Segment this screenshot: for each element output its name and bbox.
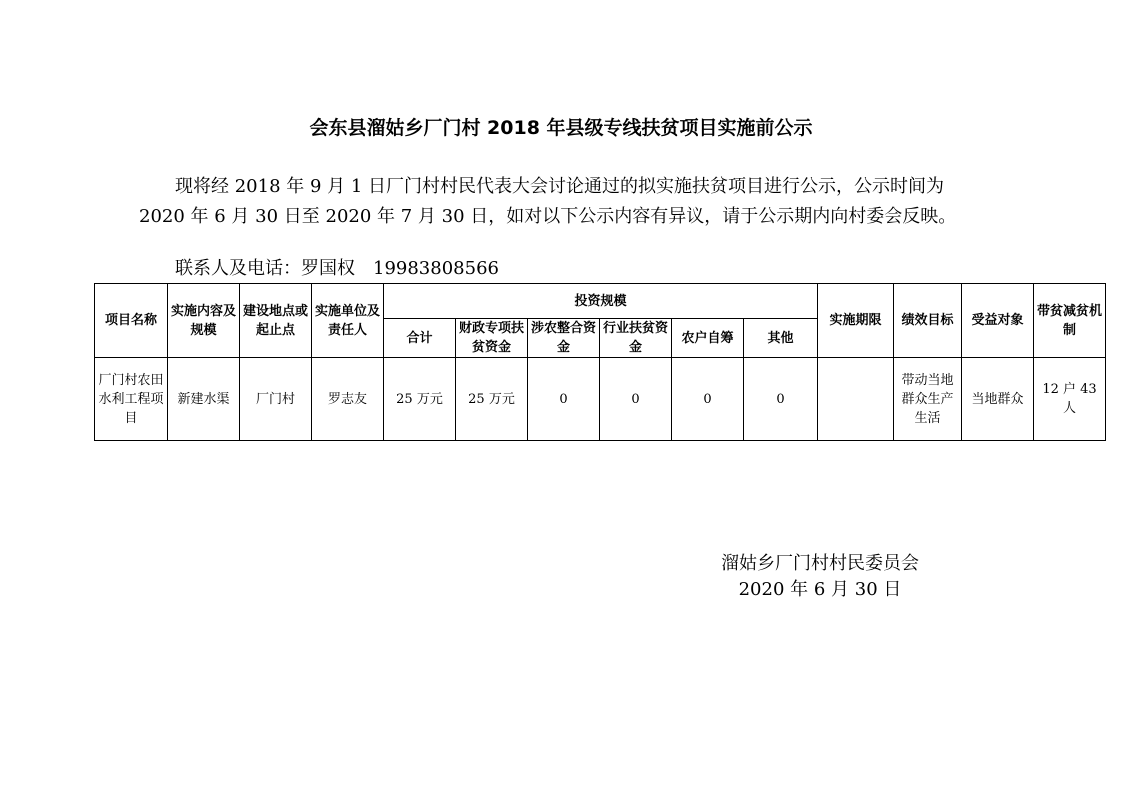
- cell-inv-agri: 0: [528, 358, 600, 441]
- cell-inv-total: 25 万元: [384, 358, 456, 441]
- header-investment: 投资规模: [384, 284, 818, 319]
- contact-label: 联系人及电话：罗国权: [175, 258, 355, 279]
- announcement-paragraph: 现将经 2018 年 9 月 1 日厂门村村民代表大会讨论通过的拟实施扶贫项目进行公示，公示时间为 2020 年 6 月 30 日至 2020 年 7 月 30 日，如对以下公示内容有异议，请于公示期内向村委会反映。: [139, 176, 957, 227]
- header-inv-industry: 行业扶贫资金: [600, 319, 672, 358]
- cell-content-scale: 新建水渠: [168, 358, 240, 441]
- cell-unit-person: 罗志友: [312, 358, 384, 441]
- header-goal: 绩效目标: [894, 284, 962, 358]
- signature-org: 溜姑乡厂门村村民委员会: [721, 553, 919, 574]
- header-inv-total: 合计: [384, 319, 456, 358]
- contact-line: [175, 256, 499, 282]
- contact-phone: 19983808566: [373, 258, 499, 279]
- table-row: [95, 358, 1106, 441]
- cell-inv-farmer: 0: [672, 358, 744, 441]
- signature-date: 2020 年 6 月 30 日: [738, 579, 902, 600]
- header-period: 实施期限: [818, 284, 894, 358]
- cell-goal: 带动当地群众生产生活: [894, 358, 962, 441]
- cell-beneficiary: 当地群众: [962, 358, 1034, 441]
- header-beneficiary: 受益对象: [962, 284, 1034, 358]
- header-inv-agri: 涉农整合资金: [528, 319, 600, 358]
- cell-inv-industry: 0: [600, 358, 672, 441]
- header-mechanism: 带贫减贫机制: [1034, 284, 1106, 358]
- header-location: 建设地点或起止点: [240, 284, 312, 358]
- header-unit-person: 实施单位及责任人: [312, 284, 384, 358]
- cell-mechanism: 12 户 43 人: [1034, 358, 1106, 441]
- header-project-name: 项目名称: [95, 284, 168, 358]
- cell-period: [818, 358, 894, 441]
- header-inv-farmer: 农户自筹: [672, 319, 744, 358]
- header-inv-other: 其他: [744, 319, 818, 358]
- header-content-scale: 实施内容及规模: [168, 284, 240, 358]
- table-header-row: [95, 284, 1106, 319]
- project-table: [94, 283, 1106, 441]
- page-title: 会东县溜姑乡厂门村 2018 年县级专线扶贫项目实施前公示: [309, 117, 813, 139]
- header-inv-fiscal: 财政专项扶贫资金: [456, 319, 528, 358]
- signature-block: [700, 551, 940, 603]
- cell-inv-fiscal: 25 万元: [456, 358, 528, 441]
- cell-inv-other: 0: [744, 358, 818, 441]
- cell-project-name: 厂门村农田水利工程项目: [95, 358, 168, 441]
- cell-location: 厂门村: [240, 358, 312, 441]
